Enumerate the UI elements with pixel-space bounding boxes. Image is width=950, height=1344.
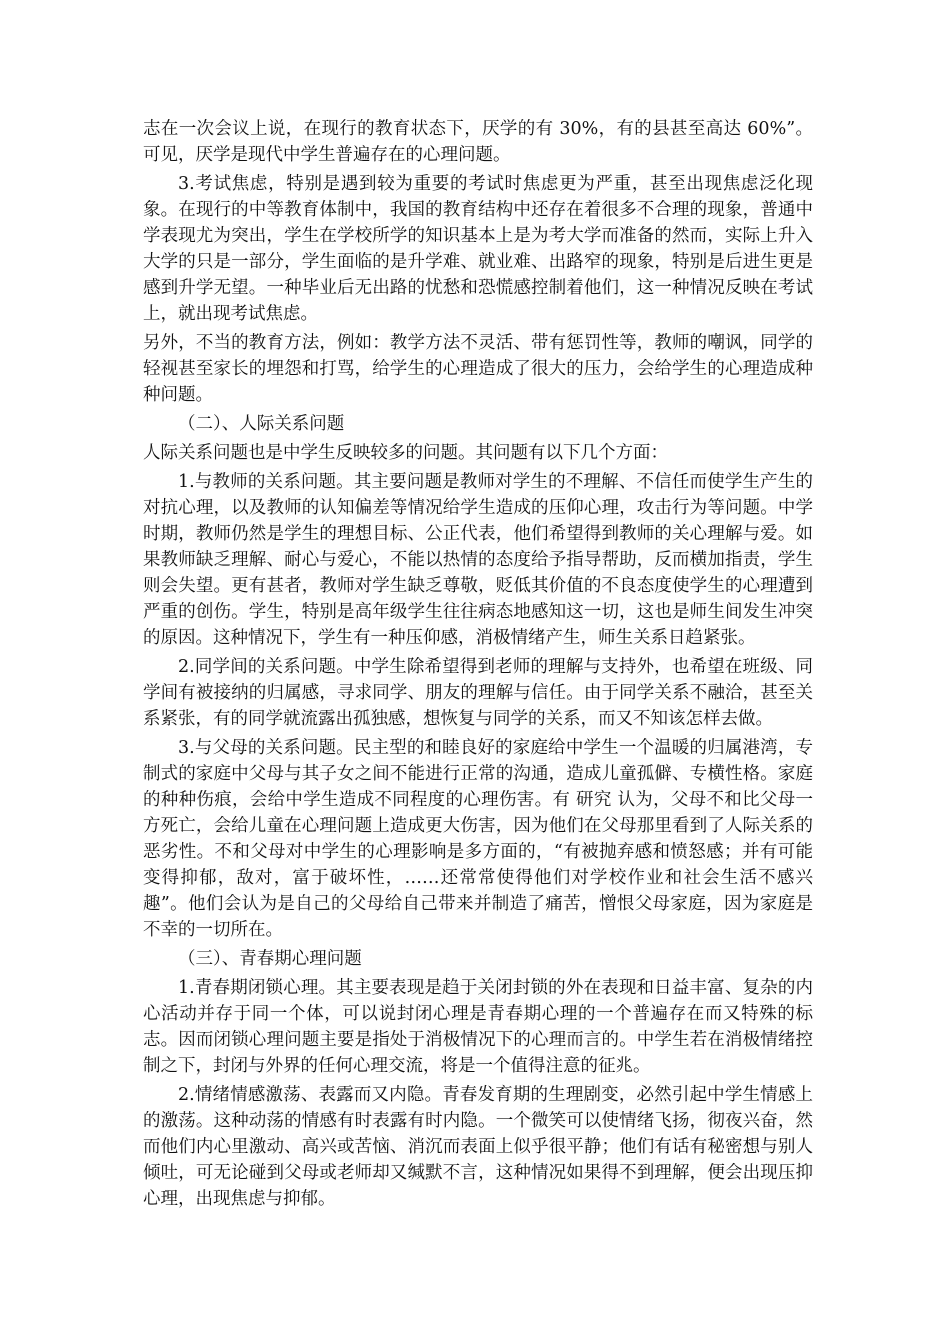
- paragraph-truancy-conclusion: 志在一次会议上说，在现行的教育状态下，厌学的有 30%，有的县甚至高达 60%”。可见，厌学是现代中学生普遍存在的心理问题。: [143, 119, 813, 165]
- paragraph-interpersonal-intro: 人际关系问题也是中学生反映较多的问题。其问题有以下几个方面：: [143, 443, 668, 463]
- document-body: [143, 116, 813, 1215]
- section-heading-interpersonal: （二）、人际关系问题: [178, 414, 345, 434]
- paragraph-teacher-relations: 1.与教师的关系问题。其主要问题是教师对学生的不理解、不信任而使学生产生的对抗心理，以及教师的认知偏差等情况给学生造成的压仰心理，攻击行为等问题。中学时期，教师仍然是学生的理想目标、公正代表，他们希望得到教师的关心理解与爱。如果教师缺乏理解、耐心与爱心，不能以热情的态度给予指导帮助，反而横加指责，学生则会失望。更有甚者，教师对学生缺乏尊敬，贬低其价值的不良态度使学生的心理遭到严重的创伤。学生，特别是高年级学生往往病态地感知这一切，这也是师生间发生冲突的原因。这种情况下，学生有一种压仰感，消极情绪产生，师生关系日趋紧张。: [143, 472, 813, 648]
- paragraph-exam-anxiety: 3.考试焦虑，特别是遇到较为重要的考试时焦虑更为严重，甚至出现焦虑泛化现象。在现行的中等教育体制中，我国的教育结构中还存在着很多不合理的现象，普通中学表现尤为突出，学生在学校所学的知识基本上是为考大学而准备的然而，实际上升入大学的只是一部分，学生面临的是升学难、就业难、出路窄的现象，特别是后进生更是感到升学无望。一种毕业后无出路的忧愁和恐慌感控制着他们，这一种情况反映在考试上，就出现考试焦虑。: [143, 174, 813, 324]
- paragraph-teaching-methods: 另外，不当的教育方法，例如：教学方法不灵活、带有惩罚性等，教师的嘲讽，同学的轻视甚至家长的埋怨和打骂，给学生的心理造成了很大的压力，会给学生的心理造成种种问题。: [143, 333, 813, 405]
- paragraph-closed-mind: 1.青春期闭锁心理。其主要表现是趋于关闭封锁的外在表现和日益丰富、复杂的内心活动并存于同一个体，可以说封闭心理是青春期心理的一个普遍存在而又特殊的标志。因而闭锁心理问题主要是指处于消极情况下的心理而言的。中学生若在消极情绪控制之下，封闭与外界的任何心理交流，将是一个值得注意的征兆。: [143, 978, 813, 1076]
- section-heading-adolescence: （三）、青春期心理问题: [178, 949, 362, 969]
- paragraph-emotions: 2.情绪情感激荡、表露而又内隐。青春发育期的生理剧变，必然引起中学生情感上的激荡。这种动荡的情感有时表露有时内隐。一个微笑可以使情绪飞扬，彻夜兴奋，然而他们内心里激动、高兴或苦恼、消沉而表面上似乎很平静；他们有话有秘密想与别人倾吐，可无论碰到父母或老师却又缄默不言，这种情况如果得不到理解，便会出现压抑心理，出现焦虑与抑郁。: [143, 1085, 813, 1209]
- paragraph-peer-relations: 2.同学间的关系问题。中学生除希望得到老师的理解与支持外，也希望在班级、同学间有被接纳的归属感，寻求同学、朋友的理解与信任。由于同学关系不融洽，甚至关系紧张，有的同学就流露出孤独感，想恢复与同学的关系，而又不知该怎样去做。: [143, 657, 813, 729]
- paragraph-parent-relations: 3.与父母的关系问题。民主型的和睦良好的家庭给中学生一个温暖的归属港湾，专制式的家庭中父母与其子女之间不能进行正常的沟通，造成儿童孤僻、专横性格。家庭的种种伤痕，会给中学生造成不同程度的心理伤害。有 研究 认为，父母不和比父母一方死亡，会给儿童在心理问题上造成更大伤害，因为他们在父母那里看到了人际关系的恶劣性。不和父母对中学生的心理影响是多方面的，“有被抛弃感和愤怒感；并有可能变得抑郁，敌对，富于破坏性，……还常常使得他们对学校作业和社会生活不感兴趣”。他们会认为是自己的父母给自己带来并制造了痛苦，憎恨父母家庭，因为家庭是不幸的一切所在。: [143, 738, 813, 940]
